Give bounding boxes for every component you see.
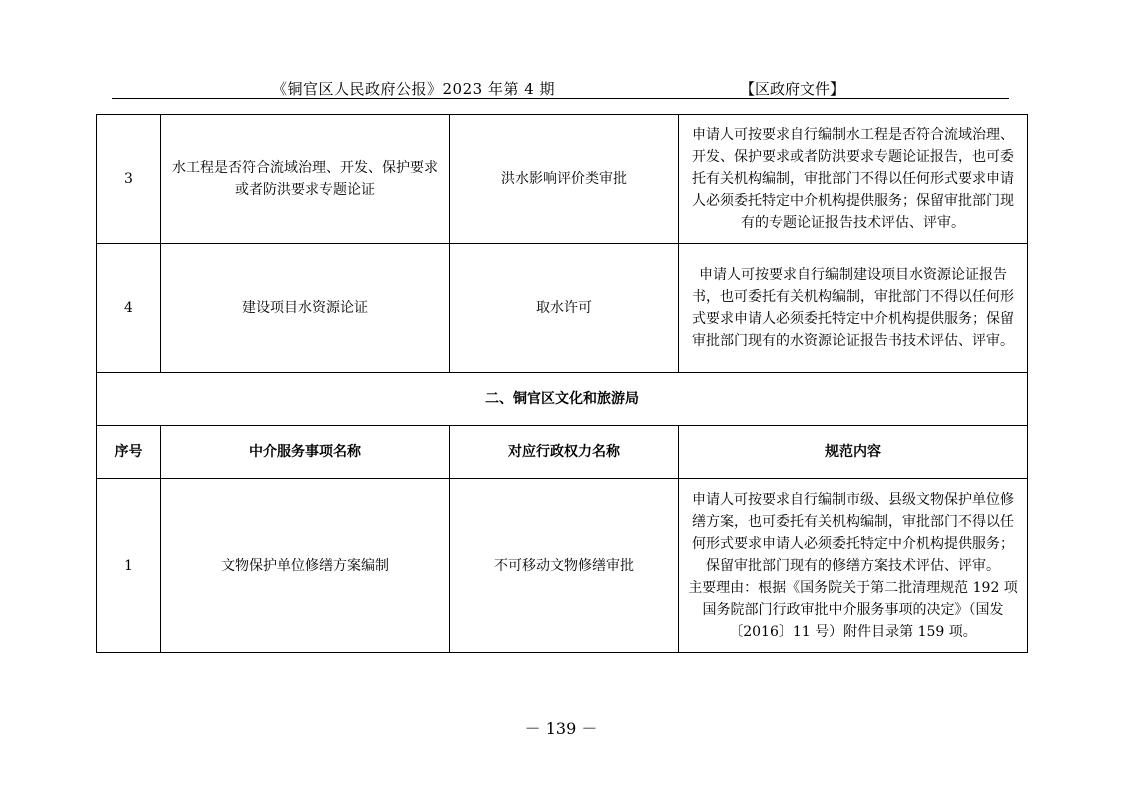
section-title: 二、铜官区文化和旅游局 (97, 373, 1028, 426)
section-row (97, 373, 1028, 426)
section-label: 【区政府文件】 (740, 80, 846, 98)
regulation-content (679, 115, 1028, 244)
service-name-line: 或者防洪要求专题论证 (235, 182, 375, 198)
content-line: 主要理由：根据《国务院关于第二批清理规范 192 项 (688, 579, 1018, 596)
admin-power: 不可移动文物修缮审批 (450, 479, 679, 653)
column-header-no: 序号 (97, 426, 161, 479)
service-name (161, 479, 450, 653)
content-line: 申请人可按要求自行编制水工程是否符合流域治理、 (692, 127, 1014, 143)
row-number: 1 (97, 479, 161, 653)
bulletin-title: 《铜官区人民政府公报》2023 年第 4 期 (272, 80, 556, 98)
table-row (97, 244, 1028, 373)
service-name-line: 水工程是否符合流域治理、开发、保护要求 (172, 160, 438, 176)
content-line: 保留审批部门现有的修缮方案技术评估、评审。 (706, 557, 1000, 574)
column-header-row (97, 426, 1028, 479)
page-number: － 139 － (524, 719, 598, 738)
column-header-content: 规范内容 (679, 426, 1028, 479)
regulation-content (679, 244, 1028, 373)
regulation-content (679, 479, 1028, 653)
content-line: 有的专题论证报告技术评估、评审。 (741, 215, 965, 231)
content-line: 国务院部门行政审批中介服务事项的决定》（国发 (702, 601, 1004, 618)
column-header-power: 对应行政权力名称 (450, 426, 679, 479)
row-number: 3 (97, 115, 161, 244)
column-header-name: 中介服务事项名称 (161, 426, 450, 479)
admin-power: 洪水影响评价类审批 (450, 115, 679, 244)
content-line: 开发、保护要求或者防洪要求专题论证报告，也可委 (692, 149, 1014, 165)
admin-power: 取水许可 (450, 244, 679, 373)
content-line: 人必须委托特定中介机构提供服务；保留审批部门现 (692, 193, 1014, 209)
service-name (161, 244, 450, 373)
table-row (97, 479, 1028, 653)
intermediary-services-table (96, 114, 1028, 653)
content-line: 式要求申请人必须委托特定中介机构提供服务；保留 (692, 311, 1014, 327)
service-name-line: 文物保护单位修缮方案编制 (221, 557, 389, 574)
table-row (97, 115, 1028, 244)
content-line: 书，也可委托有关机构编制，审批部门不得以任何形 (692, 289, 1014, 305)
service-name-line: 建设项目水资源论证 (242, 300, 368, 316)
row-number: 4 (97, 244, 161, 373)
content-line: 申请人可按要求自行编制建设项目水资源论证报告 (699, 267, 1007, 283)
content-line: 缮方案，也可委托有关机构编制，审批部门不得以任 (692, 513, 1014, 530)
content-line: 〔2016〕11 号）附件目录第 159 项。 (729, 623, 977, 640)
content-line: 托有关机构编制，审批部门不得以任何形式要求申请 (692, 171, 1014, 187)
content-line: 申请人可按要求自行编制市级、县级文物保护单位修 (692, 491, 1014, 508)
service-name (161, 115, 450, 244)
header-rule (112, 98, 1009, 99)
content-line: 审批部门现有的水资源论证报告书技术评估、评审。 (692, 333, 1014, 349)
content-line: 何形式要求申请人必须委托特定中介机构提供服务； (692, 535, 1014, 552)
